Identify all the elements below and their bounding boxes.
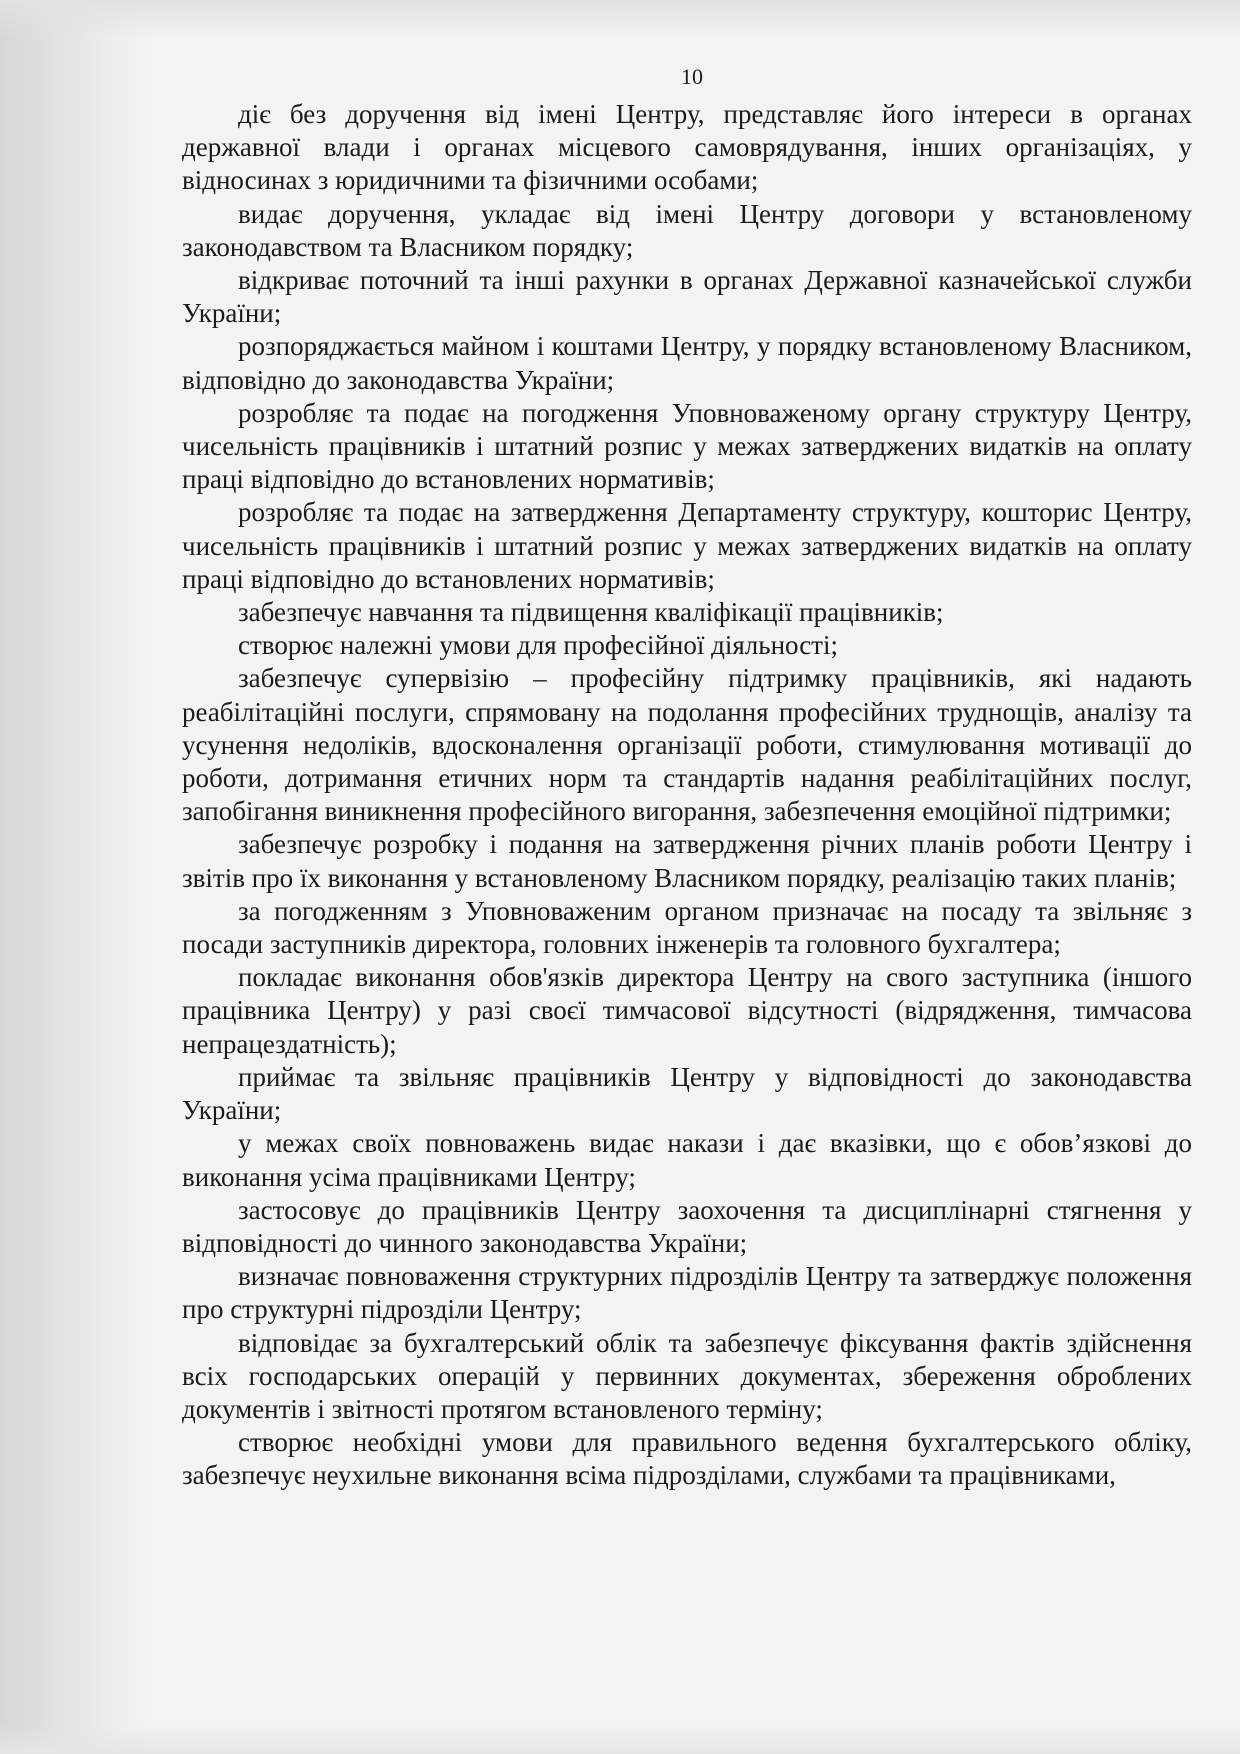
paragraph: відкриває поточний та інші рахунки в органах Державної казначейської служби України; [182, 265, 1192, 329]
paragraph: створює належні умови для професійної діяльності; [238, 630, 838, 661]
paragraph: визначає повноваження структурних підрозділів Центру та затверджує положення про структурні підрозділи Центру; [182, 1261, 1192, 1325]
paragraph: видає доручення, укладає від імені Центру договори у встановленому законодавством та Власником порядку; [182, 198, 1192, 262]
paragraph: застосовує до працівників Центру заохочення та дисциплінарні стягнення у відповідності до чинного законодавства України; [182, 1194, 1192, 1258]
paragraph: відповідає за бухгалтерський облік та забезпечує фіксування фактів здійснення всіх господарських операцій у первинних документах, збереження оброблених документів і звітності протягом встановленого терміну; [182, 1327, 1192, 1424]
scan-bottom-shadow [0, 1724, 1240, 1754]
document-body [182, 98, 1192, 1493]
paragraph: створює необхідні умови для правильного ведення бухгалтерського обліку, забезпечує неухильне виконання всіма підрозділами, службами та працівниками, [182, 1427, 1192, 1491]
scan-top-shadow [0, 0, 1240, 40]
paragraph: розпоряджається майном і коштами Центру, у порядку встановленому Власником, відповідно до законодавства України; [182, 331, 1192, 395]
paragraph: приймає та звільняє працівників Центру у відповідності до законодавства України; [182, 1061, 1192, 1126]
document-page [182, 62, 1192, 1493]
paragraph: у межах своїх повноважень видає накази і дає вказівки, що є обов’язкові до виконання усіма працівниками Центру; [182, 1128, 1192, 1192]
paragraph: забезпечує супервізію – професійну підтримку працівників, які надають реабілітаційні послуги, спрямовану на подолання професійних труднощів, аналізу та усунення недоліків, вдосконалення організації роботи, стимулювання мотивації до роботи, дотримання етичних норм та стандартів надання реабілітаційних послуг, запобігання виникнення професійного вигорання, забезпечення емоційної підтримки; [182, 663, 1192, 827]
paragraph: розробляє та подає на затвердження Департаменту структуру, кошторис Центру, чисельність працівників і штатний розпис у межах затверджених видатків на оплату праці відповідно до встановлених нормативів; [182, 497, 1192, 594]
paragraph: забезпечує навчання та підвищення кваліфікації працівників; [238, 597, 944, 628]
paragraph: покладає виконання обов'язків директора Центру на свого заступника (іншого працівника Центру) у разі своєї тимчасової відсутності (відрядження, тимчасова непрацездатність); [182, 962, 1192, 1059]
paragraph: за погодженням з Уповноваженим органом призначає на посаду та звільняє з посади заступників директора, головних інженерів та головного бухгалтера; [182, 895, 1192, 960]
paragraph: діє без доручення від імені Центру, представляє його інтереси в органах державної влади і органах місцевого самоврядування, інших організаціях, у відносинах з юридичними та фізичними особами; [182, 99, 1192, 196]
page-number: 10 [681, 64, 703, 89]
paragraph: забезпечує розробку і подання на затвердження річних планів роботи Центру і звітів про їх виконання у встановленому Власником порядку, реалізацію таких планів; [182, 829, 1192, 893]
scan-edge-shadow [0, 0, 150, 1754]
paragraph: розробляє та подає на погодження Уповноваженому органу структуру Центру, чисельність працівників і штатний розпис у межах затверджених видатків на оплату праці відповідно до встановлених нормативів; [182, 397, 1192, 495]
